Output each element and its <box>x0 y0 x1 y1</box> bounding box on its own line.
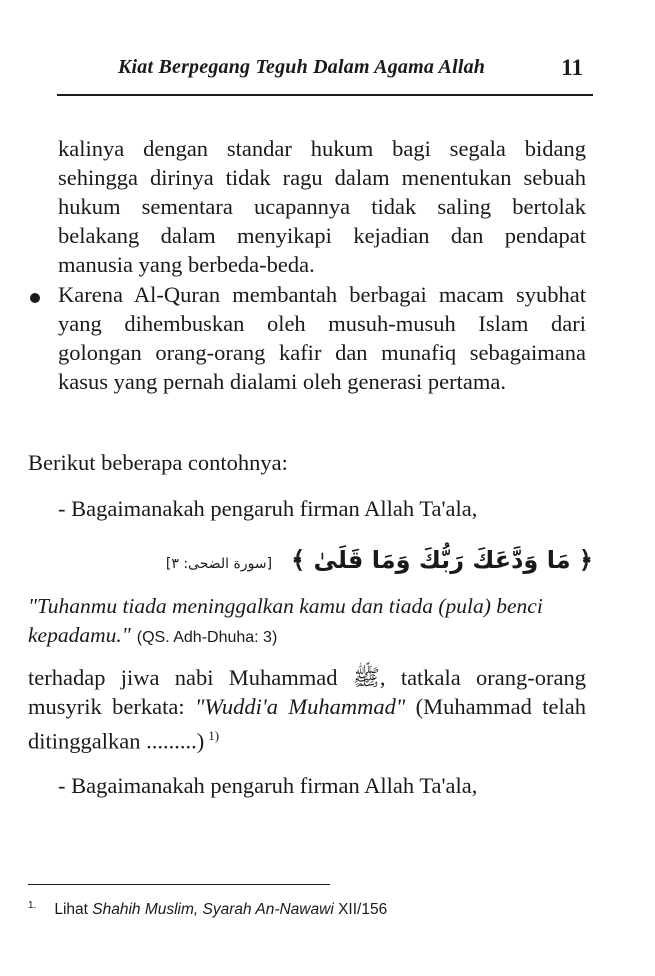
list-item-2: - Bagaimanakah pengaruh firman Allah Ta'ala, <box>58 773 478 798</box>
footnote-number: 1. <box>28 900 37 911</box>
footnote <box>28 896 387 920</box>
arabic-verse-text: ﴿ مَا وَدَّعَكَ رَبُّكَ وَمَا قَلَىٰ ﴾ <box>291 546 593 574</box>
list-item-1: - Bagaimanakah pengaruh firman Allah Ta'ala, <box>58 496 478 521</box>
paragraph-3-after-quote: (Muhammad telah ditinggalkan .........) <box>28 694 586 754</box>
footnote-prefix: Lihat <box>54 901 93 919</box>
running-head-title: Kiat Berpegang Teguh Dalam Agama Allah <box>118 56 486 78</box>
footnote-reference-mark: 1) <box>208 728 220 743</box>
bullet-paragraph: Karena Al-Quran membantah berbagai macam syubhat yang dihembuskan oleh musuh-musuh Islam dari golongan orang-orang kafir dan munafiq sebagaimana kasus yang pernah dialami oleh generasi pertama. <box>58 282 586 394</box>
translation-text: "Tuhanmu tiada meninggalkan kamu dan tiada (pula) benci kepadamu." <box>28 594 543 647</box>
body-paragraph-1: kalinya dengan standar hukum bagi segala bidang sehingga dirinya tidak ragu dalam menentukan sebuah hukum sementara ucapannya tidak saling bertolak belakang dalam menyikapi kejadian dan pendapat manusia yang berbeda-beda. <box>58 136 586 277</box>
verse-translation <box>28 592 586 652</box>
arabic-surah-reference: [سورة الضحى: ٣] <box>165 556 273 572</box>
footnote-source: Shahih Muslim, Syarah An-Nawawi <box>92 901 334 919</box>
quran-verse <box>166 546 593 574</box>
footnote-rule <box>28 884 330 885</box>
body-paragraph-3 <box>28 663 586 756</box>
lead-in-text: Berikut beberapa contohnya: <box>28 450 288 475</box>
page-number: 11 <box>561 55 583 80</box>
bullet-icon <box>30 293 40 303</box>
footnote-suffix: XII/156 <box>333 901 388 919</box>
paragraph-3-before-quote: terhadap jiwa nabi Muhammad ﷺ, tatkala orang-orang musyrik berkata: <box>28 665 586 719</box>
header-rule <box>57 94 593 96</box>
translation-reference: (QS. Adh-Dhuha: 3) <box>136 629 278 646</box>
paragraph-3-quote: "Wuddi'a Muhammad" <box>194 694 406 719</box>
